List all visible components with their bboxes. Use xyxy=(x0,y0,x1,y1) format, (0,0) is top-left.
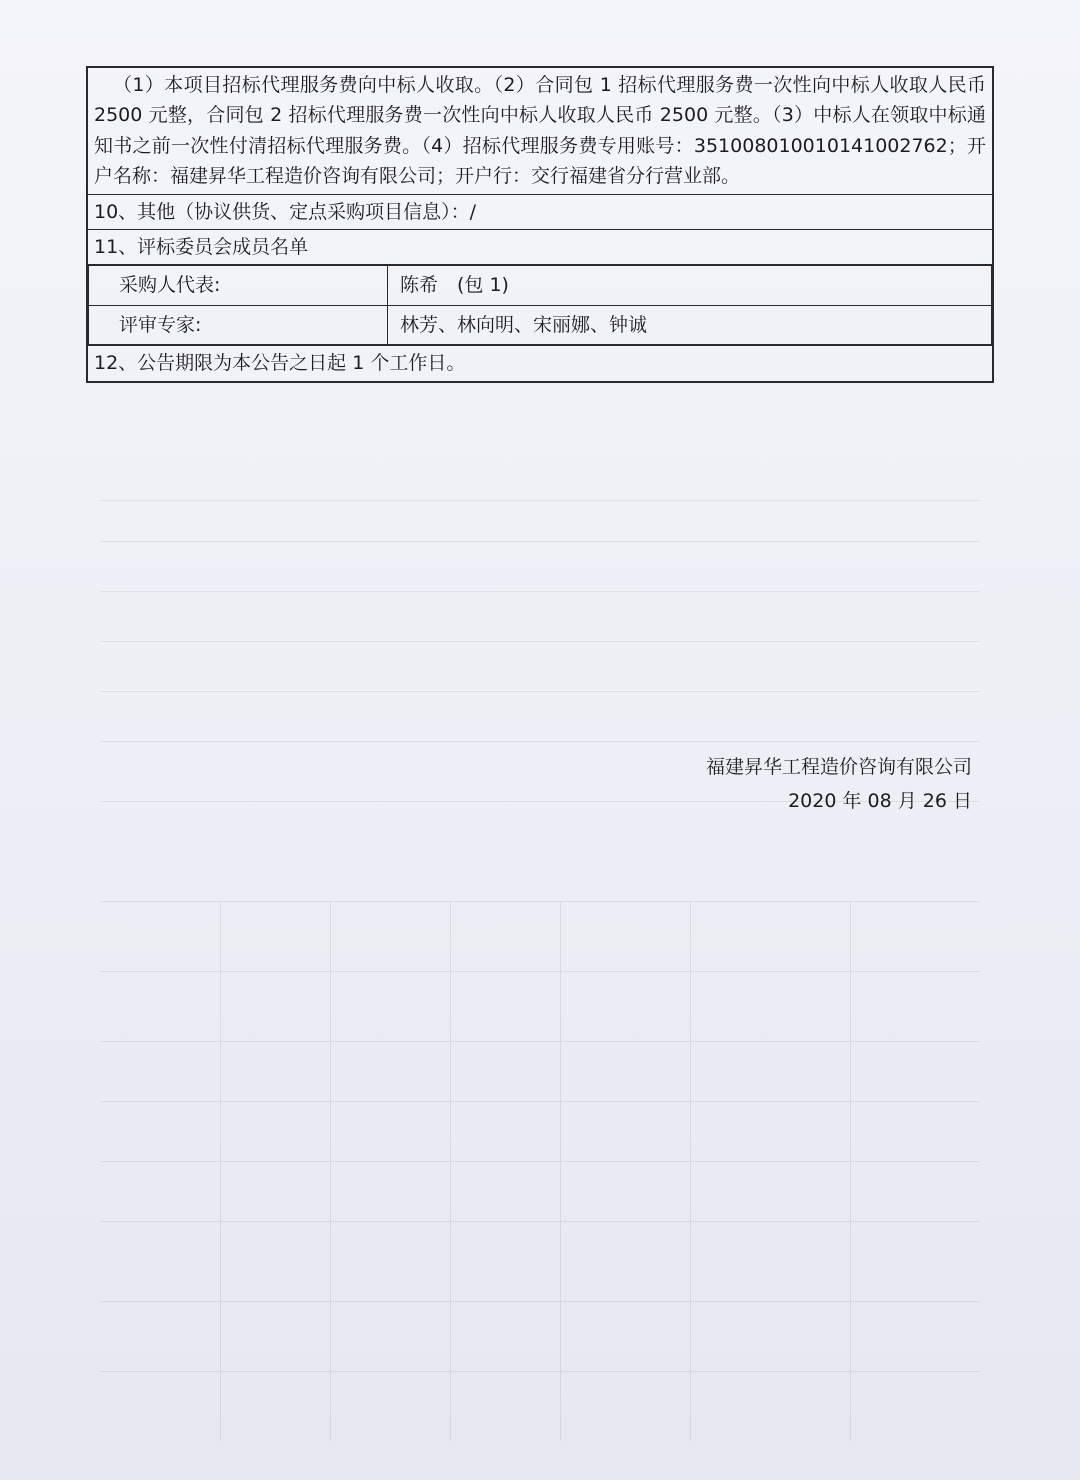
committee-table xyxy=(88,265,992,345)
announcement-table xyxy=(86,66,994,383)
section12-row xyxy=(87,346,993,382)
committee-title: 11、评标委员会成员名单 xyxy=(87,229,993,264)
committee-row xyxy=(87,265,993,346)
committee-value: 陈希 (包 1) xyxy=(388,266,992,305)
agency-fee-text: （1）本项目招标代理服务费向中标人收取。（2）合同包 1 招标代理服务费一次性向中标人收取人民币 2500 元整，合同包 2 招标代理服务费一次性向中标人收取人民币 2500 元整。（3）中标人在领取中标通知书之前一次性付清招标代理服务费。（4）招标代理服务费专用账号：35100801001014100276​2；开户名称：福建昇华工程造价咨询有限公司；开户行：交行福建省分行营业部。 xyxy=(94,74,986,188)
committee-cell xyxy=(87,265,993,346)
committee-member-row xyxy=(89,266,992,305)
committee-label: 评审专家: xyxy=(89,305,388,344)
bleed-through-table xyxy=(100,500,980,1441)
signature-date: 2020 年 08 月 26 日 xyxy=(788,790,972,813)
signature-block xyxy=(706,750,972,818)
section10-row xyxy=(87,194,993,229)
other-info: 10、其他（协议供货、定点采购项目信息）：/ xyxy=(87,194,993,229)
section9-row xyxy=(87,67,993,194)
signature-company: 福建昇华工程造价咨询有限公司 xyxy=(705,756,972,778)
committee-member-row xyxy=(89,305,992,344)
agency-fee-paragraph xyxy=(87,67,993,194)
committee-label: 采购人代表: xyxy=(89,266,388,305)
section11-row xyxy=(87,229,993,264)
notice-period: 12、公告期限为本公告之日起 1 个工作日。 xyxy=(87,346,993,382)
committee-value: 林芳、林向明、宋丽娜、钟诚 xyxy=(388,305,992,344)
